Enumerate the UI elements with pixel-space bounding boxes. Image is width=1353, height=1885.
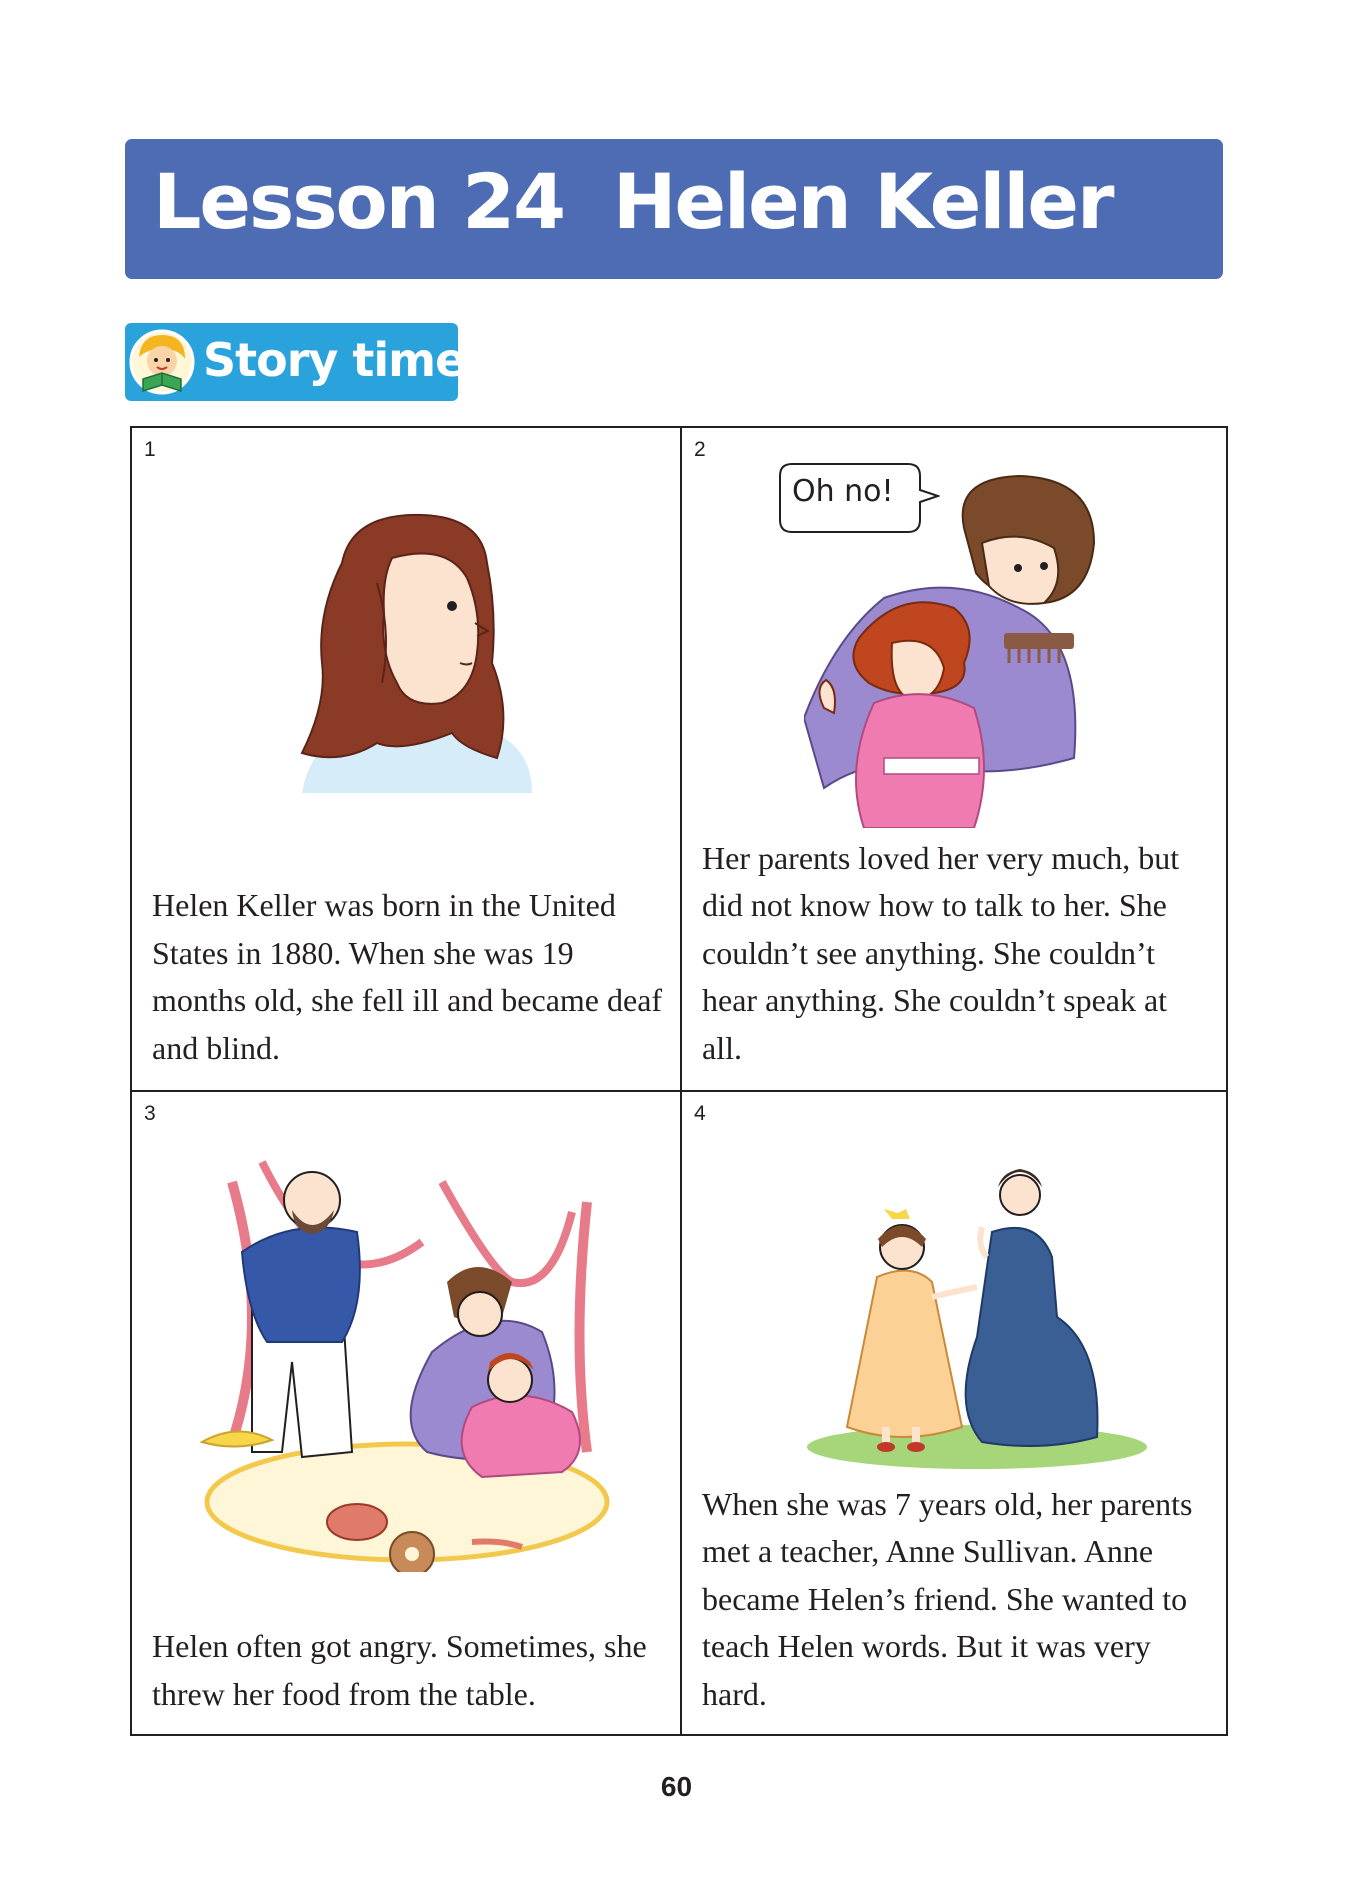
story-panels-grid (130, 426, 1228, 1736)
story-time-badge (125, 323, 466, 401)
lesson-number: Lesson 24 (153, 157, 564, 246)
mother-combing-helen-illustration (804, 468, 1124, 828)
lesson-title (153, 157, 1112, 246)
speech-bubble-text: Oh no! (792, 474, 894, 509)
lesson-name: Helen Keller (612, 157, 1113, 246)
page-number: 60 (660, 1771, 693, 1802)
panel-text: Helen Keller was born in the United States in 1880. When she was 19 months old, she fell ill and became deaf and blind. (152, 887, 663, 1066)
panel-number: 2 (694, 438, 706, 461)
girl-reading-book-icon (129, 327, 195, 397)
helen-and-teacher-illustration (802, 1147, 1152, 1477)
angry-helen-family-illustration (192, 1122, 622, 1572)
story-panel-1 (132, 428, 680, 1090)
panel-text: Helen often got angry. Sometimes, she threw her food from the table. (152, 1628, 647, 1712)
panel-number: 4 (694, 1102, 706, 1125)
panel-number: 1 (144, 438, 156, 461)
panel-text: When she was 7 years old, her parents met a teacher, Anne Sullivan. Anne became Helen’s friend. She wanted to teach Helen words. But it was very hard. (702, 1485, 1193, 1712)
helen-portrait-illustration (282, 503, 552, 803)
story-panel-4 (682, 1092, 1228, 1736)
story-time-label: Story time (203, 333, 466, 387)
panel-number: 3 (144, 1102, 156, 1125)
story-panel-3 (132, 1092, 680, 1736)
panel-text: Her parents loved her very much, but did not know how to talk to her. She couldn’t see anything. She couldn’t hear anything. She couldn’t speak at all. (702, 839, 1180, 1066)
lesson-title-bar (125, 139, 1223, 279)
story-panel-2 (682, 428, 1228, 1090)
